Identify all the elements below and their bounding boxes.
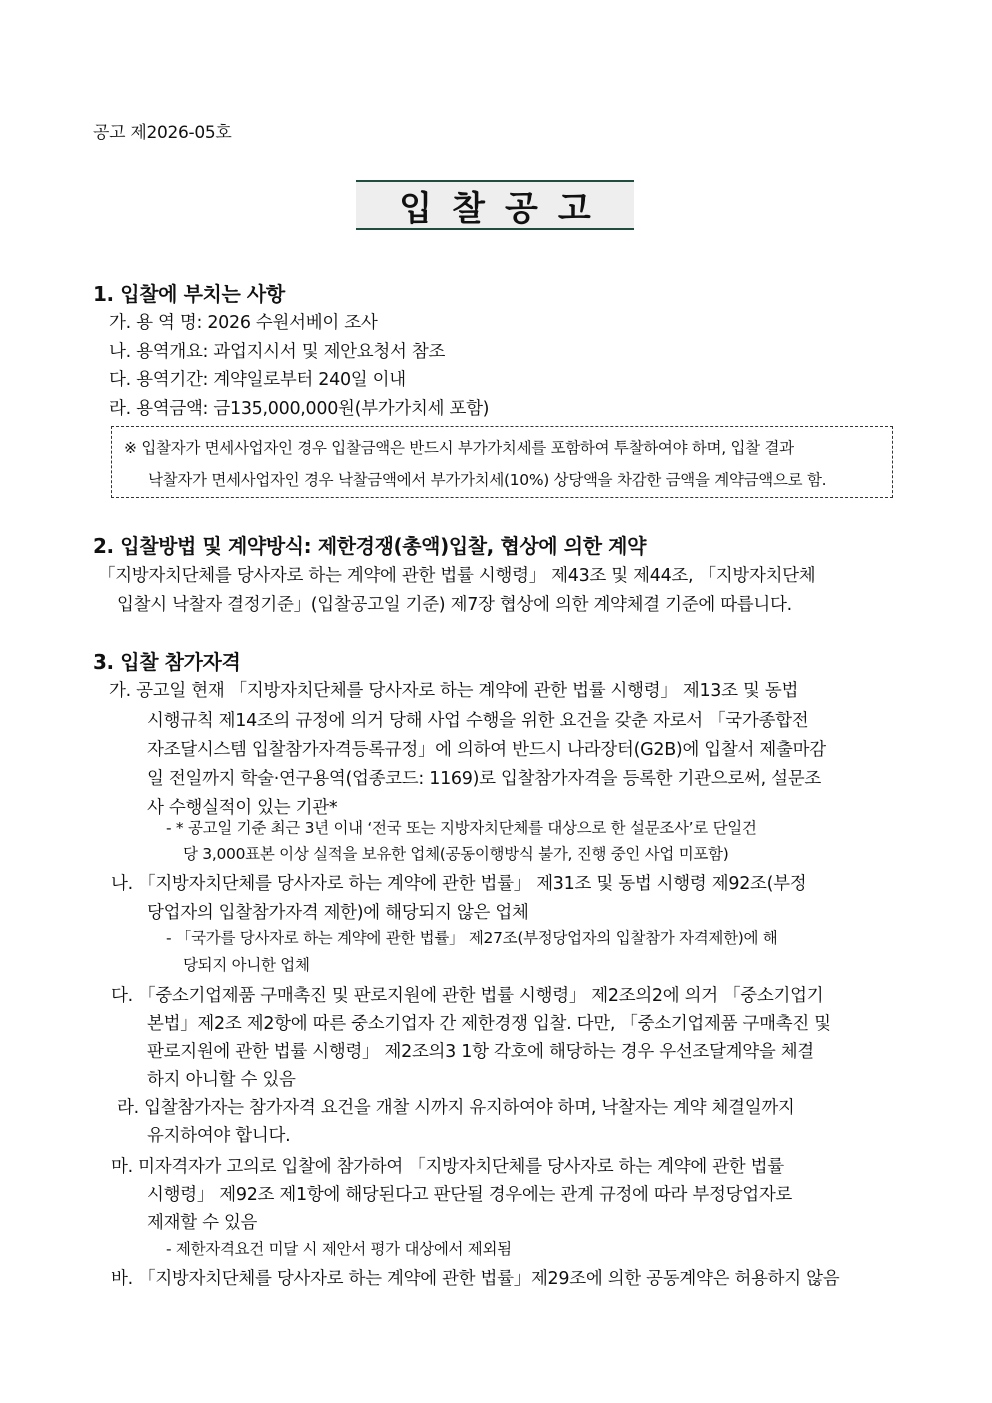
s3-da-line-2: 본법」제2조 제2항에 따른 중소기업자 간 제한경쟁 입찰. 다만, 「중소기업제품 구매촉진 및 bbox=[147, 1014, 831, 1034]
section-1-heading: 1. 입찰에 부치는 사항 bbox=[93, 282, 285, 306]
s3-da-line-4: 하지 아니할 수 있음 bbox=[147, 1070, 296, 1090]
title-box bbox=[356, 180, 634, 230]
s3-ga-line-1: 가. 공고일 현재 「지방자치단체를 당사자로 하는 계약에 관한 법률 시행령」 제13조 및 동법 bbox=[109, 681, 799, 701]
s3-ra-line-1: 라. 입찰참가자는 참가자격 요건을 개찰 시까지 유지하여야 하며, 낙찰자는 계약 체결일까지 bbox=[117, 1098, 795, 1118]
s3-ga-line-3: 자조달시스템 입찰참가자격등록규정」에 의하여 반드시 나라장터(G2B)에 입찰서 제출마감 bbox=[147, 740, 826, 760]
vat-note-line-2: 낙찰자가 면세사업자인 경우 낙찰금액에서 부가가치세(10%) 상당액을 차감한 금액을 계약금액으로 함. bbox=[148, 471, 827, 489]
notice-number: 공고 제2026-05호 bbox=[93, 123, 232, 143]
s3-na-sub-line-2: 당되지 아니한 업체 bbox=[183, 956, 310, 974]
s3-ga-line-2: 시행규칙 제14조의 규정에 의거 당해 사업 수행을 위한 요건을 갖춘 자로서 「국가종합전 bbox=[147, 711, 809, 731]
s2-line-2: 입찰시 낙찰자 결정기준」(입찰공고일 기준) 제7장 협상에 의한 계약체결 기준에 따릅니다. bbox=[117, 595, 792, 615]
s1-item-period: 다. 용역기간: 계약일로부터 240일 이내 bbox=[109, 370, 406, 390]
s3-ga-line-4: 일 전일까지 학술·연구용역(업종코드: 1169)로 입찰참가자격을 등록한 기관으로써, 설문조 bbox=[147, 769, 821, 789]
s3-ga-sub-line-2: 당 3,000표본 이상 실적을 보유한 업체(공동이행방식 불가, 진행 중인 사업 미포함) bbox=[183, 845, 729, 863]
s1-item-overview: 나. 용역개요: 과업지시서 및 제안요청서 참조 bbox=[109, 342, 446, 362]
s3-ma-line-3: 제재할 수 있음 bbox=[147, 1213, 258, 1233]
section-3-heading: 3. 입찰 참가자격 bbox=[93, 650, 241, 674]
s3-na-sub-line-1: - 「국가를 당사자로 하는 계약에 관한 법률」 제27조(부정당업자의 입찰참가 자격제한)에 해 bbox=[166, 929, 778, 947]
section-2-heading: 2. 입찰방법 및 계약방식: 제한경쟁(총액)입찰, 협상에 의한 계약 bbox=[93, 534, 647, 558]
s2-line-1: 「지방자치단체를 당사자로 하는 계약에 관한 법률 시행령」 제43조 및 제44조, 「지방자치단체 bbox=[98, 566, 816, 586]
vat-note-box bbox=[111, 426, 893, 498]
s1-item-service-name: 가. 용 역 명: 2026 수원서베이 조사 bbox=[109, 313, 378, 333]
s3-ma-line-2: 시행령」 제92조 제1항에 해당된다고 판단될 경우에는 관계 규정에 따라 부정당업자로 bbox=[147, 1185, 793, 1205]
s3-na-line-2: 당업자의 입찰참가자격 제한)에 해당되지 않은 업체 bbox=[147, 903, 529, 923]
vat-note-line-1: ※ 입찰자가 면세사업자인 경우 입찰금액은 반드시 부가가치세를 포함하여 투찰하여야 하며, 입찰 결과 bbox=[124, 439, 794, 457]
s3-da-line-3: 판로지원에 관한 법률 시행령」 제2조의3 1항 각호에 해당하는 경우 우선조달계약을 체결 bbox=[147, 1042, 814, 1062]
s1-item-amount: 라. 용역금액: 금135,000,000원(부가가치세 포함) bbox=[109, 399, 490, 419]
s3-ba-line: 바. 「지방자치단체를 당사자로 하는 계약에 관한 법률」제29조에 의한 공동계약은 허용하지 않음 bbox=[111, 1269, 840, 1289]
s3-ra-line-2: 유지하여야 합니다. bbox=[147, 1126, 291, 1146]
s3-da-line-1: 다. 「중소기업제품 구매촉진 및 판로지원에 관한 법률 시행령」 제2조의2에 의거 「중소기업기 bbox=[111, 986, 824, 1006]
s3-ma-line-1: 마. 미자격자가 고의로 입찰에 참가하여 「지방자치단체를 당사자로 하는 계약에 관한 법률 bbox=[111, 1157, 784, 1177]
s3-ga-sub-line-1: - * 공고일 기준 최근 3년 이내 ‘전국 또는 지방자치단체를 대상으로 한 설문조사’로 단일건 bbox=[166, 819, 757, 837]
page-title: 입찰공고 bbox=[399, 188, 611, 229]
s3-ma-sub-line: - 제한자격요건 미달 시 제안서 평가 대상에서 제외됨 bbox=[166, 1240, 512, 1258]
s3-na-line-1: 나. 「지방자치단체를 당사자로 하는 계약에 관한 법률」 제31조 및 동법 시행령 제92조(부정 bbox=[111, 874, 807, 894]
s3-ga-line-5: 사 수행실적이 있는 기관* bbox=[147, 798, 338, 818]
